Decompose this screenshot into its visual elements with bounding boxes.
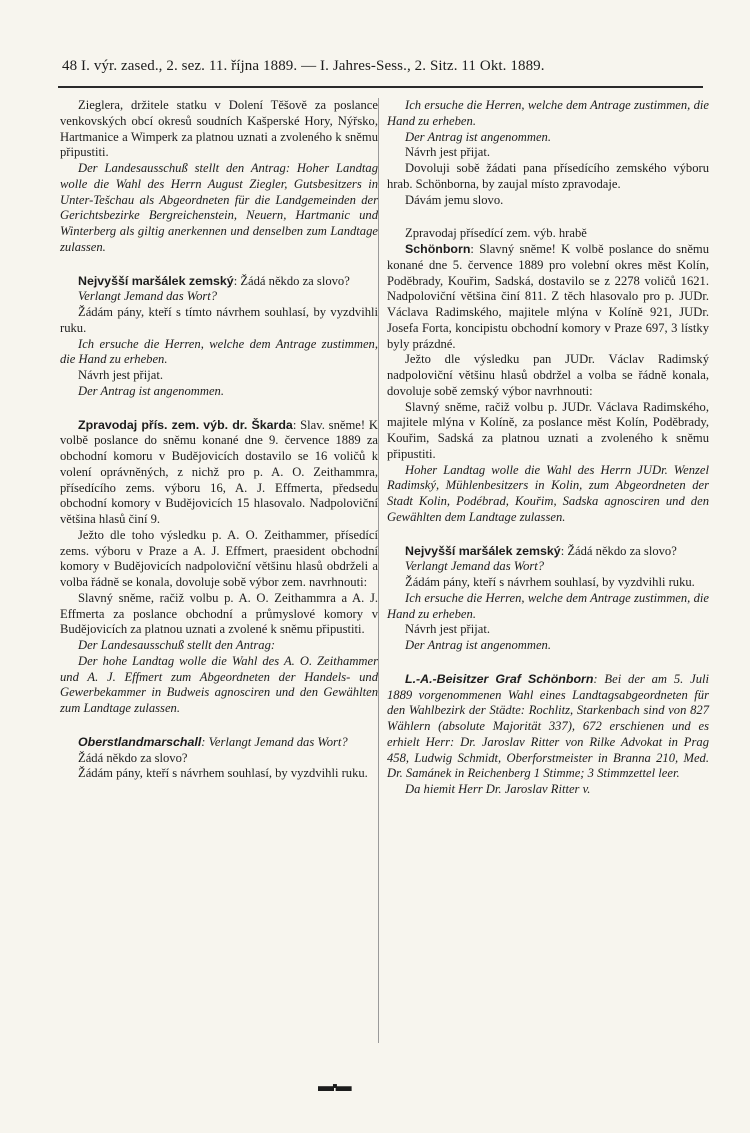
end-ornament: ▬▪▬ [318, 1078, 350, 1095]
paragraph [387, 544, 709, 560]
paragraph-text: Da hiemit Herr Dr. Jaroslav Ritter v. [405, 782, 591, 796]
paragraph-text: Hoher Landtag wolle die Wahl des Herrn JUDr. Wenzel Radimský, Mühlenbesitzers in Kolin, zum Abgeordneten der Stadt Kolin, Podébrad, Kouřim, Sadska agnosciren und den Gewählten dem Landtage zulassen. [387, 462, 709, 524]
page-header: 48 I. výr. zased., 2. sez. 11. října 1889. — I. Jahres-Sess., 2. Sitz. 11 Okt. 1889. [62, 58, 545, 74]
paragraph-text: Návrh jest přijat. [78, 368, 163, 382]
paragraph [60, 638, 378, 654]
paragraph-text: Dávám jemu slovo. [405, 192, 504, 207]
paragraph-text: Slavný sněme, račiž volbu p. JUDr. Václava Radimského, majitele mlýna v Kolíně, za poslance měst Kolín, Poděbrady, Kouřim, Sadská za platnou uznati a zvoleného k sněmu připustiti. [387, 399, 709, 461]
paragraph [387, 130, 709, 146]
paragraph-text: Žádám pány, kteří s návrhem souhlasí, by vyzdvihli ruku. [78, 766, 368, 781]
paragraph-gap [60, 717, 378, 735]
speaker-name: Oberstlandmarschall [78, 734, 202, 749]
paragraph [60, 161, 378, 256]
paragraph [60, 591, 378, 638]
paragraph-text: Zpravodaj přísedící zem. výb. hrabě [405, 226, 587, 241]
paragraph [60, 98, 378, 161]
right-column [387, 98, 709, 798]
paragraph [387, 98, 709, 130]
paragraph [60, 751, 378, 767]
paragraph-text: Ježto dle toho výsledku p. A. O. Zeithammer, přísedící zems. výboru v Praze a A. J. Effmert, praesident obchodní komory v Budějovicích nadpoloviční většinu hlasů obdrželi a volba řádně se konala, dovoluje sobě výbor zem. navrhnouti: [60, 527, 378, 589]
paragraph-text: : Žádá někdo za slovo? [560, 543, 677, 558]
paragraph-text: Žádám pány, kteří s návrhem souhlasí, by vyzdvihli ruku. [405, 575, 695, 589]
paragraph-text: Der Antrag ist angenommen. [405, 638, 551, 652]
paragraph [60, 337, 378, 369]
paragraph [387, 463, 709, 526]
paragraph [387, 638, 709, 654]
paragraph-text: Der Antrag ist angenommen. [405, 129, 551, 144]
paragraph [60, 305, 378, 337]
paragraph-text: Der Landesausschuß stellt den Antrag: [78, 638, 276, 652]
paragraph [387, 242, 709, 352]
paragraph-text: Der Antrag ist angenommen. [78, 383, 224, 398]
paragraph [60, 274, 378, 290]
speaker-name: Nejvyšší maršálek zemský [405, 543, 561, 558]
paragraph [387, 672, 709, 782]
paragraph-text: Ich ersuche die Herren, welche dem Antrage zustimmen, die Hand zu erheben. [387, 590, 709, 621]
paragraph-text: Ich ersuche die Herren, welche dem Antrage zustimmen, die Hand zu erheben. [60, 336, 378, 367]
paragraph-text: Ježto dle výsledku pan JUDr. Václav Radimský nadpoloviční většinu hlasů obdržel a volba se řádně konala, dovoluje sobě zemský výbor navrhnouti: [387, 352, 709, 398]
speaker-name: Zpravodaj přís. zem. výb. dr. Škarda [78, 417, 293, 432]
paragraph-text: Ich ersuche die Herren, welche dem Antrage zustimmen, die Hand zu erheben. [387, 98, 709, 128]
paragraph [387, 193, 709, 209]
paragraph-text: Návrh jest přijat. [405, 622, 490, 637]
paragraph [60, 418, 378, 528]
paragraph-text: Der hohe Landtag wolle die Wahl des A. O. Zeithammer und A. J. Effmert zum Abgeordneten der Handels- und Gewerbekammer in Budweis agnosciren und den Gewählten zum Landtage zulassen. [60, 653, 378, 715]
paragraph [60, 766, 378, 782]
left-column [60, 98, 378, 782]
paragraph-text: Žádá někdo za slovo? [78, 750, 188, 765]
paragraph-text: Návrh jest přijat. [405, 145, 490, 160]
paragraph-text: : Žádá někdo za slovo? [233, 273, 350, 288]
paragraph [387, 226, 709, 242]
paragraph-text: Zieglera, držitele statku v Dolení Těšově za poslance venkovských obcí okresů soudních Kašperské Hory, Nýřsko, Hartmanice a Wimperk za platnou uznati a zvoleného k sněmu připustiti. [60, 98, 378, 160]
paragraph-text: Dovoluji sobě žádati pana přísedícího zemského výboru hrab. Schönborna, by zaujal místo zpravodaje. [387, 161, 709, 191]
paragraph-text: : Slav. sněme! K volbě poslance do sněmu konané dne 9. července 1889 za obchodní komoru v Budějovicích dostavilo se 16 voličů k volení oprávněných, z nichž pro p. A. O. Zeithammra, přísedícího zems. výboru 16, A. J. Effmerta, předsedu obchodní komory v Budějovicích 15 hlasovalo. Nadpoloviční většina hlasů činí 9. [60, 417, 378, 526]
paragraph [60, 654, 378, 717]
paragraph [387, 782, 709, 798]
paragraph [60, 384, 378, 400]
paragraph-text: : Bei der am 5. Juli 1889 vorgenommenen Wahl eines Landtagsabgeordneten für den Wahlbezirk der Städte: Rochlitz, Starkenbach sind von 827 Wählern (absolute Majorität 337), 672 erschienen und es erhielt Herr: Dr. Jaroslav Ritter von Rilke Advokat in Prag 458, Ludwig Schmidt, Oberforstmeister in Branna 210, Med. Dr. Samánek in Reichenberg 1 Stimme; 3 Stimmzettel leer. [387, 671, 709, 781]
paragraph-gap [387, 208, 709, 226]
paragraph-text: : Verlangt Jemand das Wort? [201, 734, 348, 749]
paragraph-gap [60, 400, 378, 418]
paragraph-text: Verlangt Jemand das Wort? [78, 289, 218, 304]
paragraph-text: Der Landesausschuß stellt den Antrag: Hoher Landtag wolle die Wahl des Herrn August Ziegler, Gutsbesitzers in Unter-Tešchau als Abgeordneten für die Landgemeinden der Gerichtsbezirke Bergreichenstein, Neuern, Hartmanic und Winterberg als giltig anerkennen und denselben zum Landtage zulassen. [60, 161, 378, 254]
paragraph [60, 528, 378, 591]
paragraph [387, 622, 709, 638]
speaker-name: L.-A.-Beisitzer Graf Schönborn [405, 671, 594, 686]
paragraph [387, 591, 709, 623]
paragraph-gap [387, 526, 709, 544]
paragraph [387, 575, 709, 591]
header-rule [58, 86, 703, 88]
paragraph-gap [387, 654, 709, 672]
paragraph [60, 735, 378, 751]
paragraph [60, 368, 378, 384]
paragraph [387, 161, 709, 193]
paragraph [387, 559, 709, 575]
column-divider [378, 98, 379, 1043]
paragraph-gap [60, 256, 378, 274]
paragraph-text: : Slavný sněme! K volbě poslance do sněmu konané dne 5. července 1889 pro volební okres měst Kolín, Poděbrady, Kouřim, Sadská, dostavilo se z 2278 voličů 1621. Nadpoloviční většina činí 811. Z těch hlasovalo pro p. JUDr. Václava Radimského, majitele mlýna v Kolíně 921, JUDr. Josefa Forta, koncipistu obchodní komory v Praze 697, 3 lístky byly prázdné. [387, 242, 709, 351]
paragraph-text: Verlangt Jemand das Wort? [405, 559, 545, 574]
paragraph [387, 352, 709, 399]
speaker-name: Schönborn [405, 242, 471, 256]
paragraph [60, 289, 378, 305]
paragraph [387, 145, 709, 161]
speaker-name: Nejvyšší maršálek zemský [78, 273, 234, 288]
paragraph-text: Žádám pány, kteří s tímto návrhem souhlasí, by vyzdvihli ruku. [60, 305, 378, 335]
paragraph [387, 400, 709, 463]
paragraph-text: Slavný sněme, račiž volbu p. A. O. Zeithammra a A. J. Effmerta za poslance obchodní a průmyslové komory v Budějovicích za platnou uznati a zvolené k sněmu připustiti. [60, 590, 378, 637]
